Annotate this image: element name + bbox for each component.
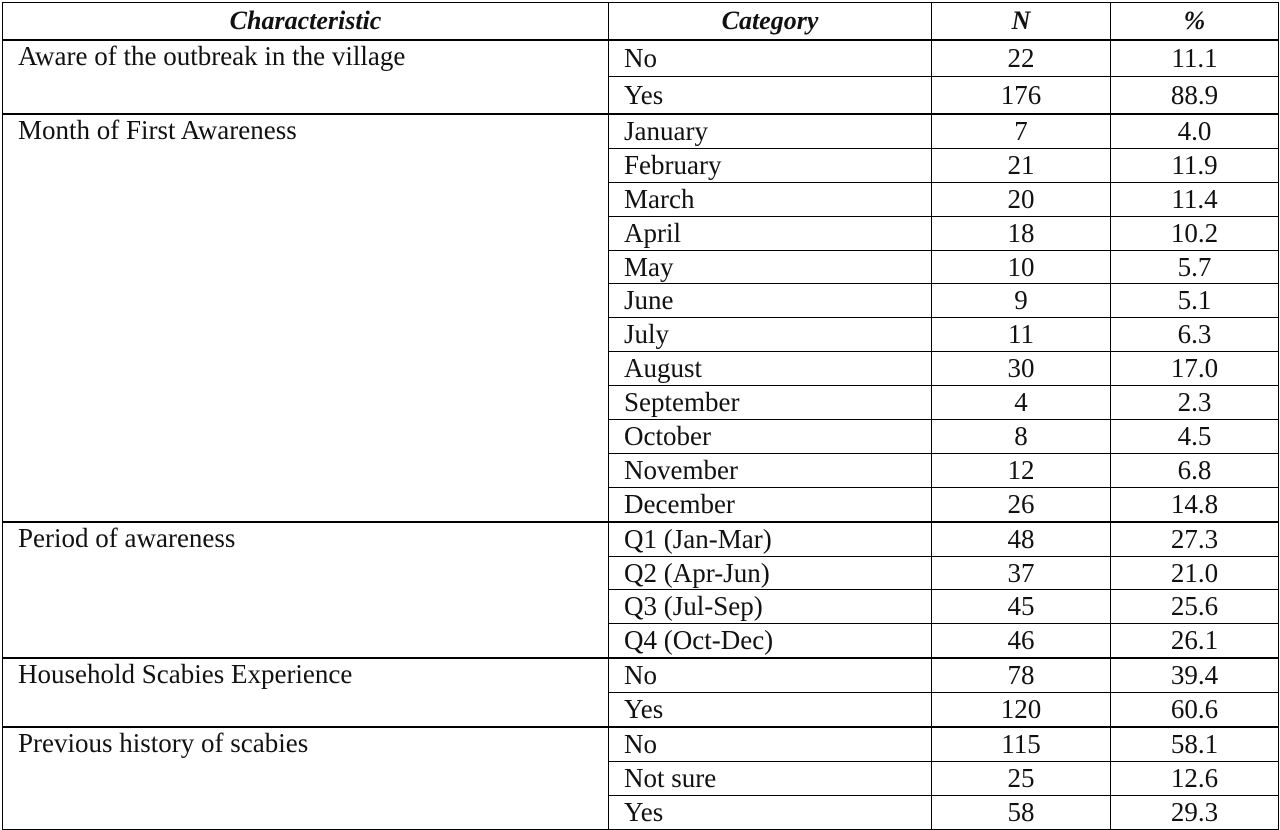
n-cell: 120 (932, 693, 1111, 727)
header-characteristic: Characteristic (3, 3, 609, 41)
n-cell: 45 (932, 590, 1111, 624)
data-table (2, 2, 1279, 830)
percent-cell: 12.6 (1111, 761, 1279, 795)
n-cell: 8 (932, 420, 1111, 454)
category-cell: September (609, 386, 932, 420)
n-cell: 25 (932, 761, 1111, 795)
n-cell: 46 (932, 624, 1111, 658)
header-percent: % (1111, 3, 1279, 41)
n-cell: 4 (932, 386, 1111, 420)
category-cell: Q3 (Jul-Sep) (609, 590, 932, 624)
category-cell: October (609, 420, 932, 454)
characteristic-cell: Household Scabies Experience (3, 658, 609, 727)
category-cell: June (609, 284, 932, 318)
n-cell: 7 (932, 114, 1111, 148)
percent-cell: 88.9 (1111, 77, 1279, 115)
table-row (3, 40, 1279, 77)
category-cell: No (609, 727, 932, 761)
percent-cell: 11.4 (1111, 182, 1279, 216)
category-cell: March (609, 182, 932, 216)
percent-cell: 6.8 (1111, 453, 1279, 487)
percent-cell: 27.3 (1111, 522, 1279, 556)
n-cell: 11 (932, 318, 1111, 352)
percent-cell: 5.7 (1111, 250, 1279, 284)
percent-cell: 21.0 (1111, 556, 1279, 590)
category-cell: Yes (609, 693, 932, 727)
category-cell: No (609, 658, 932, 692)
percent-cell: 25.6 (1111, 590, 1279, 624)
characteristic-cell: Month of First Awareness (3, 114, 609, 522)
percent-cell: 2.3 (1111, 386, 1279, 420)
percent-cell: 17.0 (1111, 352, 1279, 386)
n-cell: 48 (932, 522, 1111, 556)
percent-cell: 26.1 (1111, 624, 1279, 658)
percent-cell: 10.2 (1111, 216, 1279, 250)
header-row (3, 3, 1279, 41)
category-cell: Not sure (609, 761, 932, 795)
category-cell: Yes (609, 77, 932, 115)
n-cell: 58 (932, 795, 1111, 829)
percent-cell: 11.1 (1111, 40, 1279, 77)
percent-cell: 5.1 (1111, 284, 1279, 318)
category-cell: Q2 (Apr-Jun) (609, 556, 932, 590)
n-cell: 78 (932, 658, 1111, 692)
n-cell: 21 (932, 148, 1111, 182)
table-row (3, 114, 1279, 148)
category-cell: January (609, 114, 932, 148)
category-cell: April (609, 216, 932, 250)
percent-cell: 39.4 (1111, 658, 1279, 692)
characteristic-cell: Previous history of scabies (3, 727, 609, 829)
table-row (3, 522, 1279, 556)
n-cell: 176 (932, 77, 1111, 115)
percent-cell: 60.6 (1111, 693, 1279, 727)
category-cell: Q4 (Oct-Dec) (609, 624, 932, 658)
percent-cell: 11.9 (1111, 148, 1279, 182)
characteristic-cell: Period of awareness (3, 522, 609, 659)
n-cell: 18 (932, 216, 1111, 250)
table-row (3, 727, 1279, 761)
percent-cell: 14.8 (1111, 487, 1279, 521)
table-row (3, 658, 1279, 692)
percent-cell: 4.5 (1111, 420, 1279, 454)
percent-cell: 4.0 (1111, 114, 1279, 148)
n-cell: 26 (932, 487, 1111, 521)
header-n: N (932, 3, 1111, 41)
percent-cell: 6.3 (1111, 318, 1279, 352)
percent-cell: 29.3 (1111, 795, 1279, 829)
n-cell: 30 (932, 352, 1111, 386)
percent-cell: 58.1 (1111, 727, 1279, 761)
category-cell: No (609, 40, 932, 77)
category-cell: November (609, 453, 932, 487)
category-cell: Q1 (Jan-Mar) (609, 522, 932, 556)
characteristic-cell: Aware of the outbreak in the village (3, 40, 609, 114)
category-cell: December (609, 487, 932, 521)
n-cell: 10 (932, 250, 1111, 284)
n-cell: 12 (932, 453, 1111, 487)
header-category: Category (609, 3, 932, 41)
category-cell: July (609, 318, 932, 352)
n-cell: 37 (932, 556, 1111, 590)
n-cell: 115 (932, 727, 1111, 761)
category-cell: August (609, 352, 932, 386)
n-cell: 22 (932, 40, 1111, 77)
category-cell: February (609, 148, 932, 182)
n-cell: 20 (932, 182, 1111, 216)
category-cell: Yes (609, 795, 932, 829)
n-cell: 9 (932, 284, 1111, 318)
category-cell: May (609, 250, 932, 284)
